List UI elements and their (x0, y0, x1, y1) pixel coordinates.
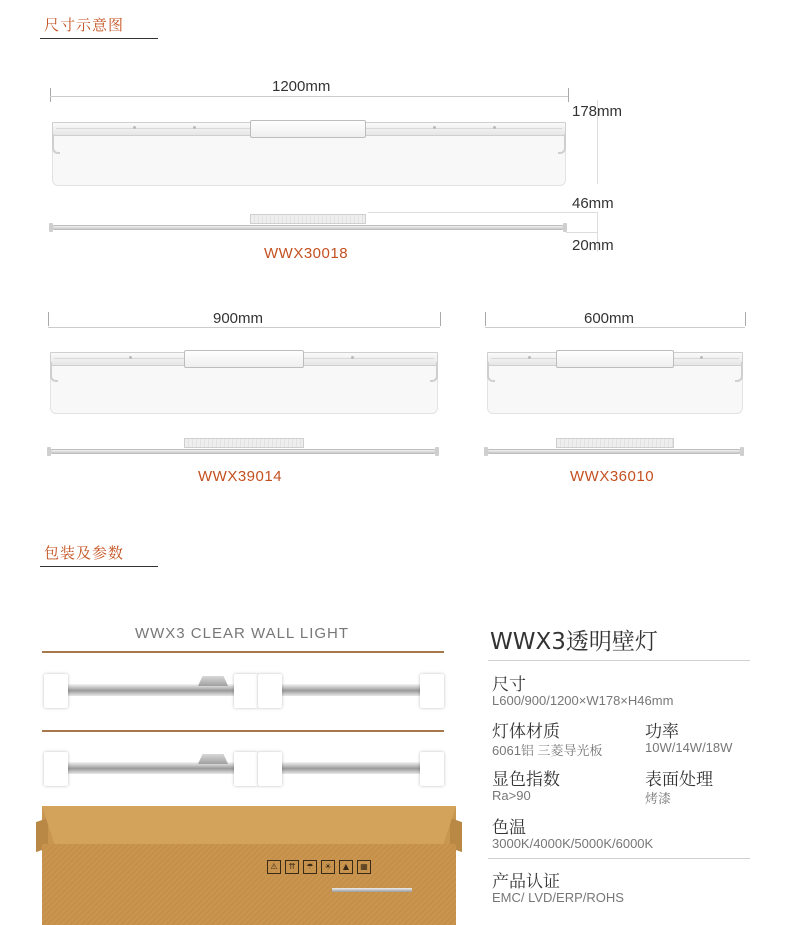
spec-cert-value: EMC/ LVD/ERP/ROHS (492, 890, 624, 905)
stack-number-icon: ▦ (357, 860, 371, 874)
lamp-1200-hook-left (52, 134, 60, 154)
lamp-600-side-cap-left (484, 447, 488, 456)
packaging-section-title: 包装及参数 (44, 544, 125, 562)
dim-label-1200: 1200mm (272, 78, 331, 95)
packaging-divider-middle (42, 730, 444, 732)
spec-cri-value: Ra>90 (492, 788, 531, 803)
dim-tick-right (440, 312, 441, 326)
model-label-1200: WWX30018 (264, 245, 349, 262)
dim-tick-left (50, 88, 51, 102)
spec-divider-bottom (488, 858, 750, 859)
lamp-600-side-rod (487, 449, 741, 454)
dim-tick-left (485, 312, 486, 326)
dim-tick-right (568, 88, 569, 102)
dim-tick-right (745, 312, 746, 326)
lamp-1200-side-rod (52, 225, 564, 230)
lamp-1200-side-cap-left (49, 223, 53, 232)
lamp-900-side-rod (50, 449, 436, 454)
this-side-up-icon: ⇈ (285, 860, 299, 874)
fragile-icon: ⚠ (267, 860, 281, 874)
spec-product-title: WWX3透明壁灯 (490, 629, 658, 655)
dim-line-900 (48, 327, 440, 328)
spec-power-value: 10W/14W/18W (645, 740, 733, 755)
model-label-600: WWX36010 (570, 468, 655, 485)
dim-tick-left (48, 312, 49, 326)
lamp-600-side-cap-right (740, 447, 744, 456)
packaging-divider-top (42, 651, 444, 653)
dimensions-section-title: 尺寸示意图 (44, 16, 125, 34)
dim-label-46: 46mm (572, 195, 614, 212)
dimensions-section-underline (40, 38, 158, 39)
lamp-900-side-cap-right (435, 447, 439, 456)
lamp-1200-side-cap-right (563, 223, 567, 232)
lamp-900-side-cap-left (47, 447, 51, 456)
spec-cct-label: 色温 (492, 818, 526, 838)
packaging-product-name: WWX3 CLEAR WALL LIGHT (134, 625, 350, 642)
lamp-600-side-box (556, 438, 674, 448)
packaging-section-underline (40, 566, 158, 567)
packed-lamp-2 (44, 752, 444, 786)
lamp-1200-driver-box (250, 120, 366, 138)
cardboard-box (42, 806, 456, 925)
spec-material-value: 6061铝 三菱导光板 (492, 743, 603, 758)
dim-label-20: 20mm (572, 237, 614, 254)
spec-size-value: L600/900/1200×W178×H46mm (492, 693, 674, 708)
keep-dry-icon: ☂ (303, 860, 317, 874)
stack-limit-icon: ▲ (339, 860, 353, 874)
spec-finish-value: 烤漆 (645, 791, 672, 806)
spec-finish-label: 表面处理 (645, 770, 713, 790)
dim-line-600 (485, 327, 745, 328)
dim-line-1200 (50, 96, 568, 97)
dim-label-600: 600mm (584, 310, 635, 327)
box-window-slot (332, 888, 412, 892)
box-handling-icons (267, 860, 371, 874)
lamp-1200-hook-right (558, 134, 566, 154)
dim-label-178: 178mm (572, 103, 623, 120)
lamp-600-hook-right (735, 362, 743, 382)
model-label-900: WWX39014 (198, 468, 283, 485)
dim-line-46-top (368, 212, 598, 213)
packed-lamp-1 (44, 674, 444, 708)
lamp-600-hook-left (487, 362, 495, 382)
lamp-600-panel (487, 362, 743, 414)
spec-size-label: 尺寸 (492, 675, 526, 695)
lamp-900-panel (50, 362, 438, 414)
lamp-900-driver-box (184, 350, 304, 368)
no-sun-icon: ☀ (321, 860, 335, 874)
spec-power-label: 功率 (645, 722, 679, 742)
dim-label-900: 900mm (213, 310, 264, 327)
spec-divider-top (488, 660, 750, 661)
spec-cct-value: 3000K/4000K/5000K/6000K (492, 836, 654, 851)
spec-cri-label: 显色指数 (492, 770, 560, 790)
spec-material-label: 灯体材质 (492, 722, 560, 742)
spec-cert-label: 产品认证 (492, 872, 560, 892)
lamp-1200-side-box (250, 214, 366, 224)
lamp-600-driver-box (556, 350, 674, 368)
lamp-1200-panel (52, 134, 566, 186)
lamp-900-hook-left (50, 362, 58, 382)
dim-line-20 (566, 232, 598, 233)
lamp-900-side-box (184, 438, 304, 448)
lamp-900-hook-right (430, 362, 438, 382)
